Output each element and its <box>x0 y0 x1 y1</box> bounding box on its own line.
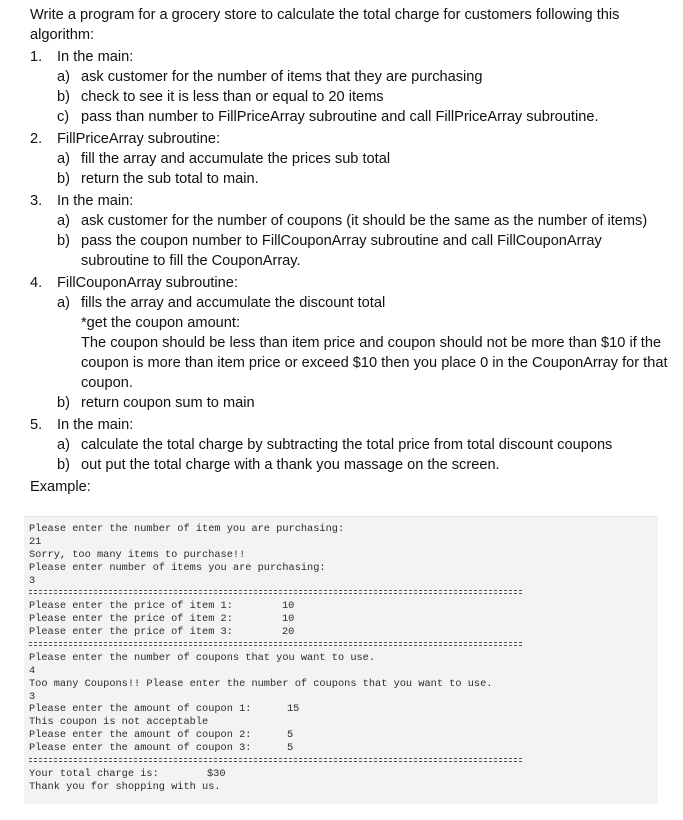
step-2-substeps <box>57 149 670 189</box>
substep-letter: a) <box>57 69 70 85</box>
total-value: $30 <box>207 767 226 780</box>
substep-text: check to see it is less than or equal to 20 items <box>81 89 384 105</box>
step-4 <box>30 273 670 293</box>
substep-letter: b) <box>57 457 70 473</box>
console-line: Too many Coupons!! Please enter the number of coupons that you want to use. <box>29 677 493 690</box>
console-line <box>29 729 658 742</box>
substep-letter: b) <box>57 233 70 249</box>
substep <box>57 393 670 413</box>
console-line: Thank you for shopping with us. <box>29 780 221 793</box>
substep-text: pass the coupon number to FillCouponArray subroutine and call FillCouponArray subroutine to fill the CouponArray. <box>81 233 602 269</box>
step-title: FillCouponArray subroutine: <box>57 275 238 291</box>
price-prompt: Please enter the price of item 3: <box>29 626 233 639</box>
step-1 <box>30 47 670 67</box>
step-3 <box>30 191 670 211</box>
substep-letter: b) <box>57 171 70 187</box>
substep <box>57 149 670 169</box>
console-line <box>29 613 658 626</box>
step-number: 4. <box>30 275 43 291</box>
step-1-substeps <box>57 67 670 127</box>
substep <box>57 435 670 455</box>
substep <box>57 455 670 475</box>
substep <box>57 231 670 271</box>
step-title: In the main: <box>57 193 134 209</box>
substep-text: ask customer for the number of items that they are purchasing <box>81 69 483 85</box>
substep <box>57 87 670 107</box>
substep <box>57 107 670 127</box>
console-line: Please enter number of items you are purchasing: <box>29 561 326 574</box>
substep-text: ask customer for the number of coupons (it should be the same as the number of items) <box>81 213 648 229</box>
substep-text: return the sub total to main. <box>81 171 259 187</box>
step-title: In the main: <box>57 49 134 65</box>
step-2 <box>30 129 670 149</box>
step-number: 1. <box>30 49 43 65</box>
price-value: 10 <box>282 613 295 626</box>
substep-text: out put the total charge with a thank you massage on the screen. <box>81 457 500 473</box>
coupon-value: 5 <box>287 729 294 742</box>
total-label: Your total charge is: <box>29 767 159 780</box>
substep <box>57 293 670 393</box>
example-label: Example: <box>30 479 91 495</box>
step-title: FillPriceArray subroutine: <box>57 131 221 147</box>
console-line <box>29 703 658 716</box>
price-prompt: Please enter the price of item 1: <box>29 600 233 613</box>
separator-line <box>29 755 658 768</box>
intro-paragraph: Write a program for a grocery store to calculate the total charge for customers following this algorithm: <box>30 7 620 43</box>
step-number: 5. <box>30 417 43 433</box>
coupon-value: 5 <box>287 742 294 755</box>
substep-letter: b) <box>57 395 70 411</box>
console-output <box>24 516 658 804</box>
console-line <box>29 742 658 755</box>
separator-line <box>29 587 658 600</box>
substep-text: pass than number to FillPriceArray subroutine and call FillPriceArray subroutine. <box>81 109 599 125</box>
console-line <box>29 768 658 781</box>
console-line: Please enter the number of item you are purchasing: <box>29 523 345 535</box>
separator-line <box>29 639 658 652</box>
substep <box>57 211 670 231</box>
step-4-substeps <box>57 293 670 413</box>
step-3-substeps <box>57 211 670 271</box>
price-prompt: Please enter the price of item 2: <box>29 613 233 626</box>
substep-text: calculate the total charge by subtracting the total price from total discount coupons <box>81 437 613 453</box>
coupon-value: 15 <box>287 703 300 716</box>
substep-letter: c) <box>57 109 70 125</box>
assignment-text <box>30 5 670 497</box>
substep-letter: a) <box>57 151 70 167</box>
step-number: 3. <box>30 193 43 209</box>
coupon-prompt: Please enter the amount of coupon 2: <box>29 729 252 742</box>
substep-letter: a) <box>57 437 70 453</box>
substep-text: fills the array and accumulate the discount total <box>81 295 386 311</box>
console-line: 21 <box>29 535 42 548</box>
step-number: 2. <box>30 131 43 147</box>
coupon-note-body: The coupon should be less than item price and coupon should not be more than $10 if the coupon is more than item price or exceed $10 then you place 0 in the CouponArray for that coupon. <box>81 335 668 391</box>
substep-letter: a) <box>57 213 70 229</box>
price-value: 20 <box>282 626 295 639</box>
step-5 <box>30 415 670 435</box>
console-line: 4 <box>29 664 36 677</box>
substep-text: fill the array and accumulate the prices sub total <box>81 151 391 167</box>
substep <box>57 67 670 87</box>
step-5-substeps <box>57 435 670 475</box>
coupon-prompt: Please enter the amount of coupon 3: <box>29 742 252 755</box>
console-line: 3 <box>29 690 36 703</box>
console-line <box>29 626 658 639</box>
console-line: This coupon is not acceptable <box>29 716 209 729</box>
substep <box>57 169 670 189</box>
console-line <box>29 600 658 613</box>
coupon-prompt: Please enter the amount of coupon 1: <box>29 703 252 716</box>
price-value: 10 <box>282 600 295 613</box>
substep-letter: b) <box>57 89 70 105</box>
console-line: Sorry, too many items to purchase!! <box>29 548 246 561</box>
console-line: Please enter the number of coupons that you want to use. <box>29 651 376 664</box>
substep-letter: a) <box>57 295 70 311</box>
coupon-note-heading: *get the coupon amount: <box>81 315 241 331</box>
console-line: 3 <box>29 574 36 587</box>
step-title: In the main: <box>57 417 134 433</box>
substep-text: return coupon sum to main <box>81 395 255 411</box>
